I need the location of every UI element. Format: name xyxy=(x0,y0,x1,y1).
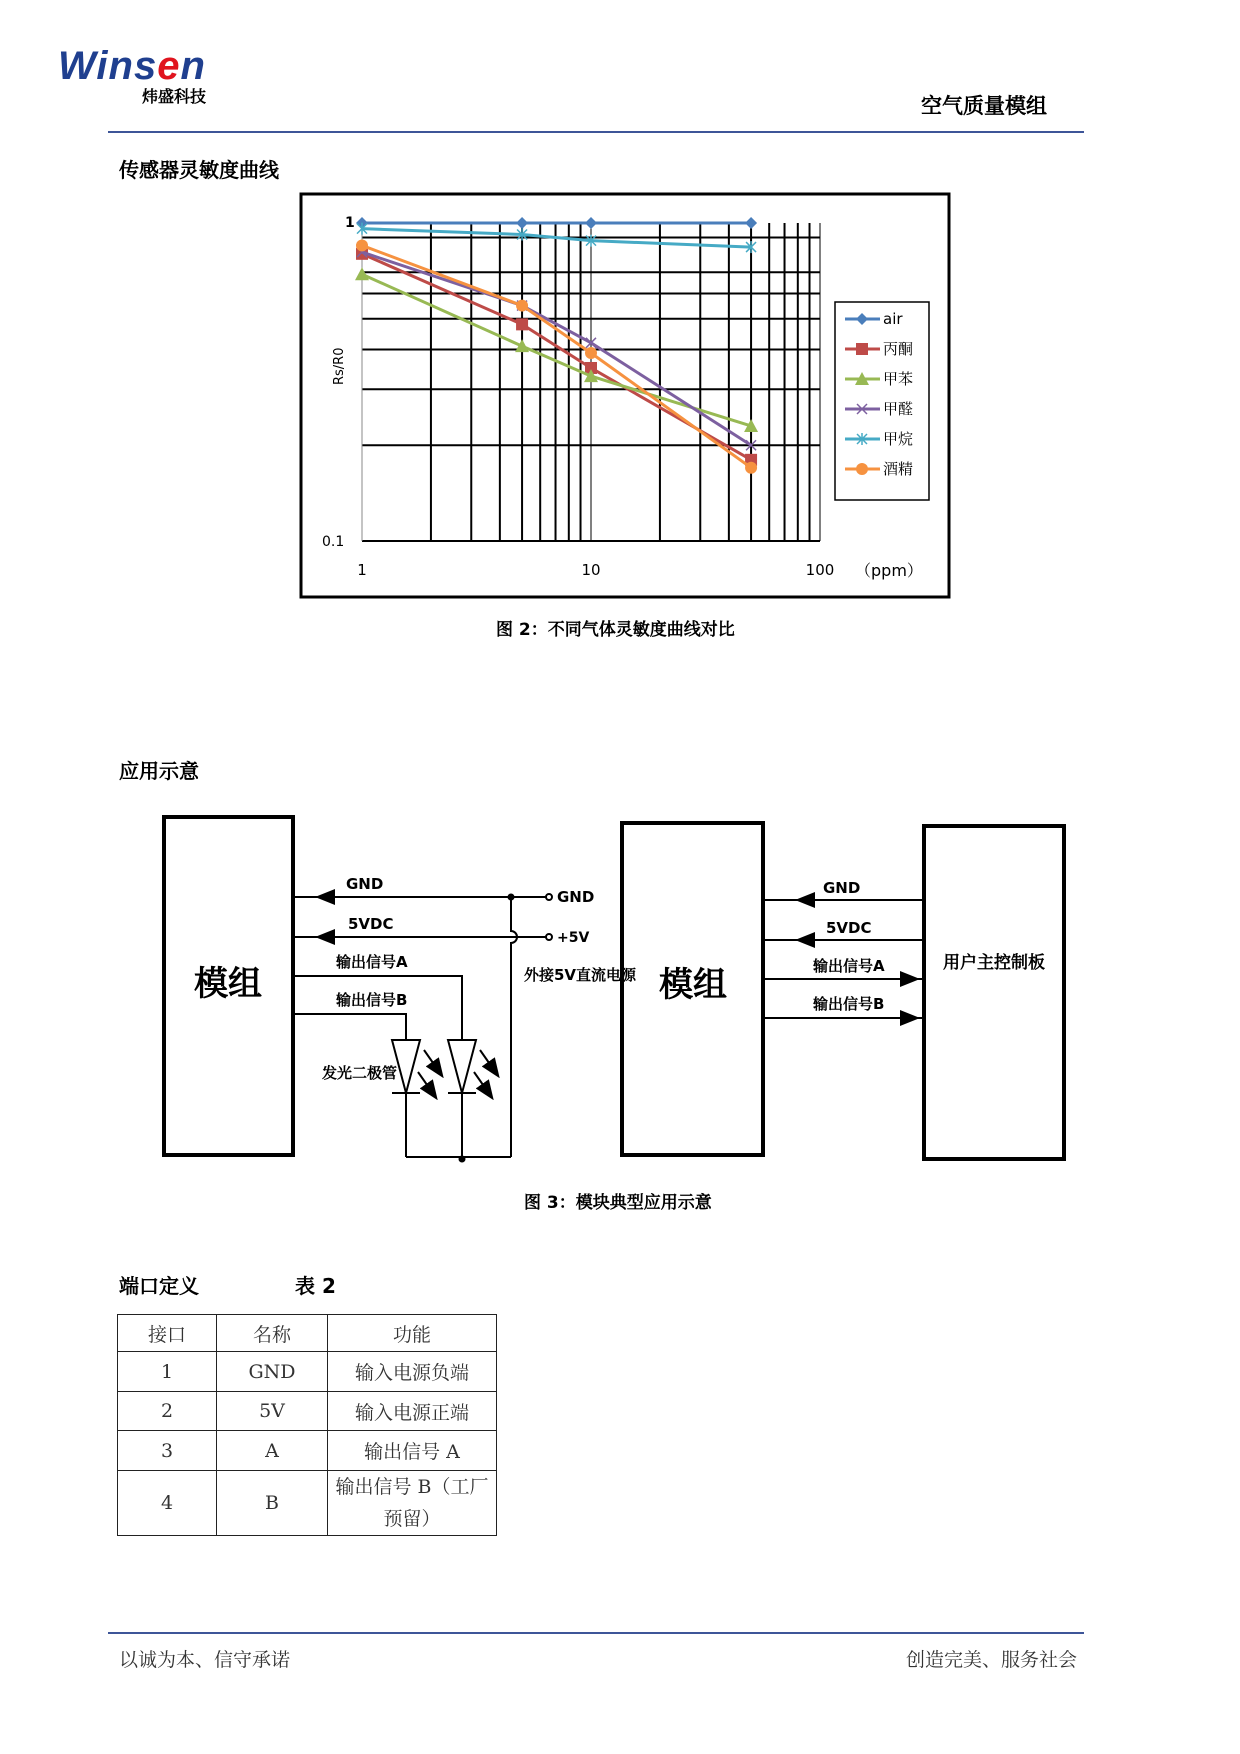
logo: Winsen xyxy=(58,44,206,88)
x-tick-1: 1 xyxy=(357,561,367,579)
header-cell: 名称 xyxy=(217,1315,328,1352)
application-diagram xyxy=(0,790,1240,1190)
marker-circle xyxy=(585,347,597,359)
x-tick-10: 10 xyxy=(581,561,601,579)
module-label-right: 模组 xyxy=(659,965,727,1005)
cell: 输入电源负端 xyxy=(328,1352,497,1392)
cell: 5V xyxy=(217,1392,328,1431)
ext-gnd-label: GND xyxy=(557,888,595,906)
table-row xyxy=(118,1392,497,1431)
legend-label: 丙酮 xyxy=(883,340,914,358)
sensitivity-chart xyxy=(0,0,1240,700)
vdc2-label: 5VDC xyxy=(826,919,872,937)
legend-label: 甲醛 xyxy=(883,400,914,418)
out-b2-label: 输出信号B xyxy=(813,995,885,1013)
led-icon-2 xyxy=(448,1040,494,1093)
cell: GND xyxy=(217,1352,328,1392)
gnd-label: GND xyxy=(346,875,384,893)
vdc-label: 5VDC xyxy=(348,915,394,933)
out-b-label: 输出信号B xyxy=(336,991,408,1009)
x-tick-100: 100 xyxy=(805,561,835,579)
out-b-wire xyxy=(293,1014,406,1040)
port-definition-table xyxy=(117,1314,497,1536)
cell: A xyxy=(217,1431,328,1471)
marker-circle xyxy=(516,300,528,312)
cell: 3 xyxy=(118,1431,217,1471)
module-label-left: 模组 xyxy=(194,964,262,1004)
legend-label: 甲烷 xyxy=(883,430,914,448)
ext-5v-label: +5V xyxy=(557,930,590,946)
logo-cn: 炜盛科技 xyxy=(142,87,207,106)
legend-label: 酒精 xyxy=(883,460,914,478)
marker-square xyxy=(516,318,528,330)
marker-square xyxy=(856,343,868,355)
cell: 4 xyxy=(118,1471,217,1536)
legend-label: air xyxy=(883,310,903,328)
led-icon-1 xyxy=(392,1040,438,1093)
footer-divider xyxy=(108,1632,1084,1634)
legend-label: 甲苯 xyxy=(883,370,914,388)
y-tick-0.1: 0.1 xyxy=(322,534,345,550)
footer-right: 创造完美、服务社会 xyxy=(905,1649,1077,1671)
x-axis-label: （ppm） xyxy=(855,561,923,580)
table-row xyxy=(118,1431,497,1471)
cell: B xyxy=(217,1471,328,1536)
marker-circle xyxy=(856,463,868,475)
cell: 1 xyxy=(118,1352,217,1392)
footer-left: 以诚为本、信守承诺 xyxy=(119,1649,291,1671)
header-cell: 接口 xyxy=(118,1315,217,1352)
table-row xyxy=(118,1471,497,1536)
out-a-label: 输出信号A xyxy=(336,953,408,971)
table-row xyxy=(118,1352,497,1392)
gnd2-label: GND xyxy=(823,879,861,897)
out-a2-label: 输出信号A xyxy=(813,957,885,975)
table-header-row xyxy=(118,1315,497,1352)
y-axis-label: Rs/R0 xyxy=(332,347,347,385)
cell: 输出信号 A xyxy=(328,1431,497,1471)
section-title-sensitivity: 传感器灵敏度曲线 xyxy=(119,158,279,182)
host-board-label: 用户主控制板 xyxy=(943,953,1045,973)
header-cell: 功能 xyxy=(328,1315,497,1352)
marker-circle xyxy=(356,239,368,251)
marker-circle xyxy=(745,462,757,474)
ext-supply-label: 外接5V直流电源 xyxy=(524,966,637,984)
cell: 输出信号 B（工厂预留） xyxy=(328,1471,497,1536)
section-title-application: 应用示意 xyxy=(119,759,199,783)
cell: 输入电源正端 xyxy=(328,1392,497,1431)
figure-3-caption: 图 3：模块典型应用示意 xyxy=(524,1193,712,1213)
y-tick-1: 1 xyxy=(345,215,355,231)
section-title-ports: 端口定义 xyxy=(119,1274,199,1298)
led-label: 发光二极管 xyxy=(322,1064,398,1082)
host-board-box xyxy=(924,826,1064,1159)
doc-title: 空气质量模组 xyxy=(921,94,1047,118)
cell: 2 xyxy=(118,1392,217,1431)
figure-2-caption: 图 2：不同气体灵敏度曲线对比 xyxy=(496,620,735,640)
table-label: 表 2 xyxy=(295,1274,336,1298)
